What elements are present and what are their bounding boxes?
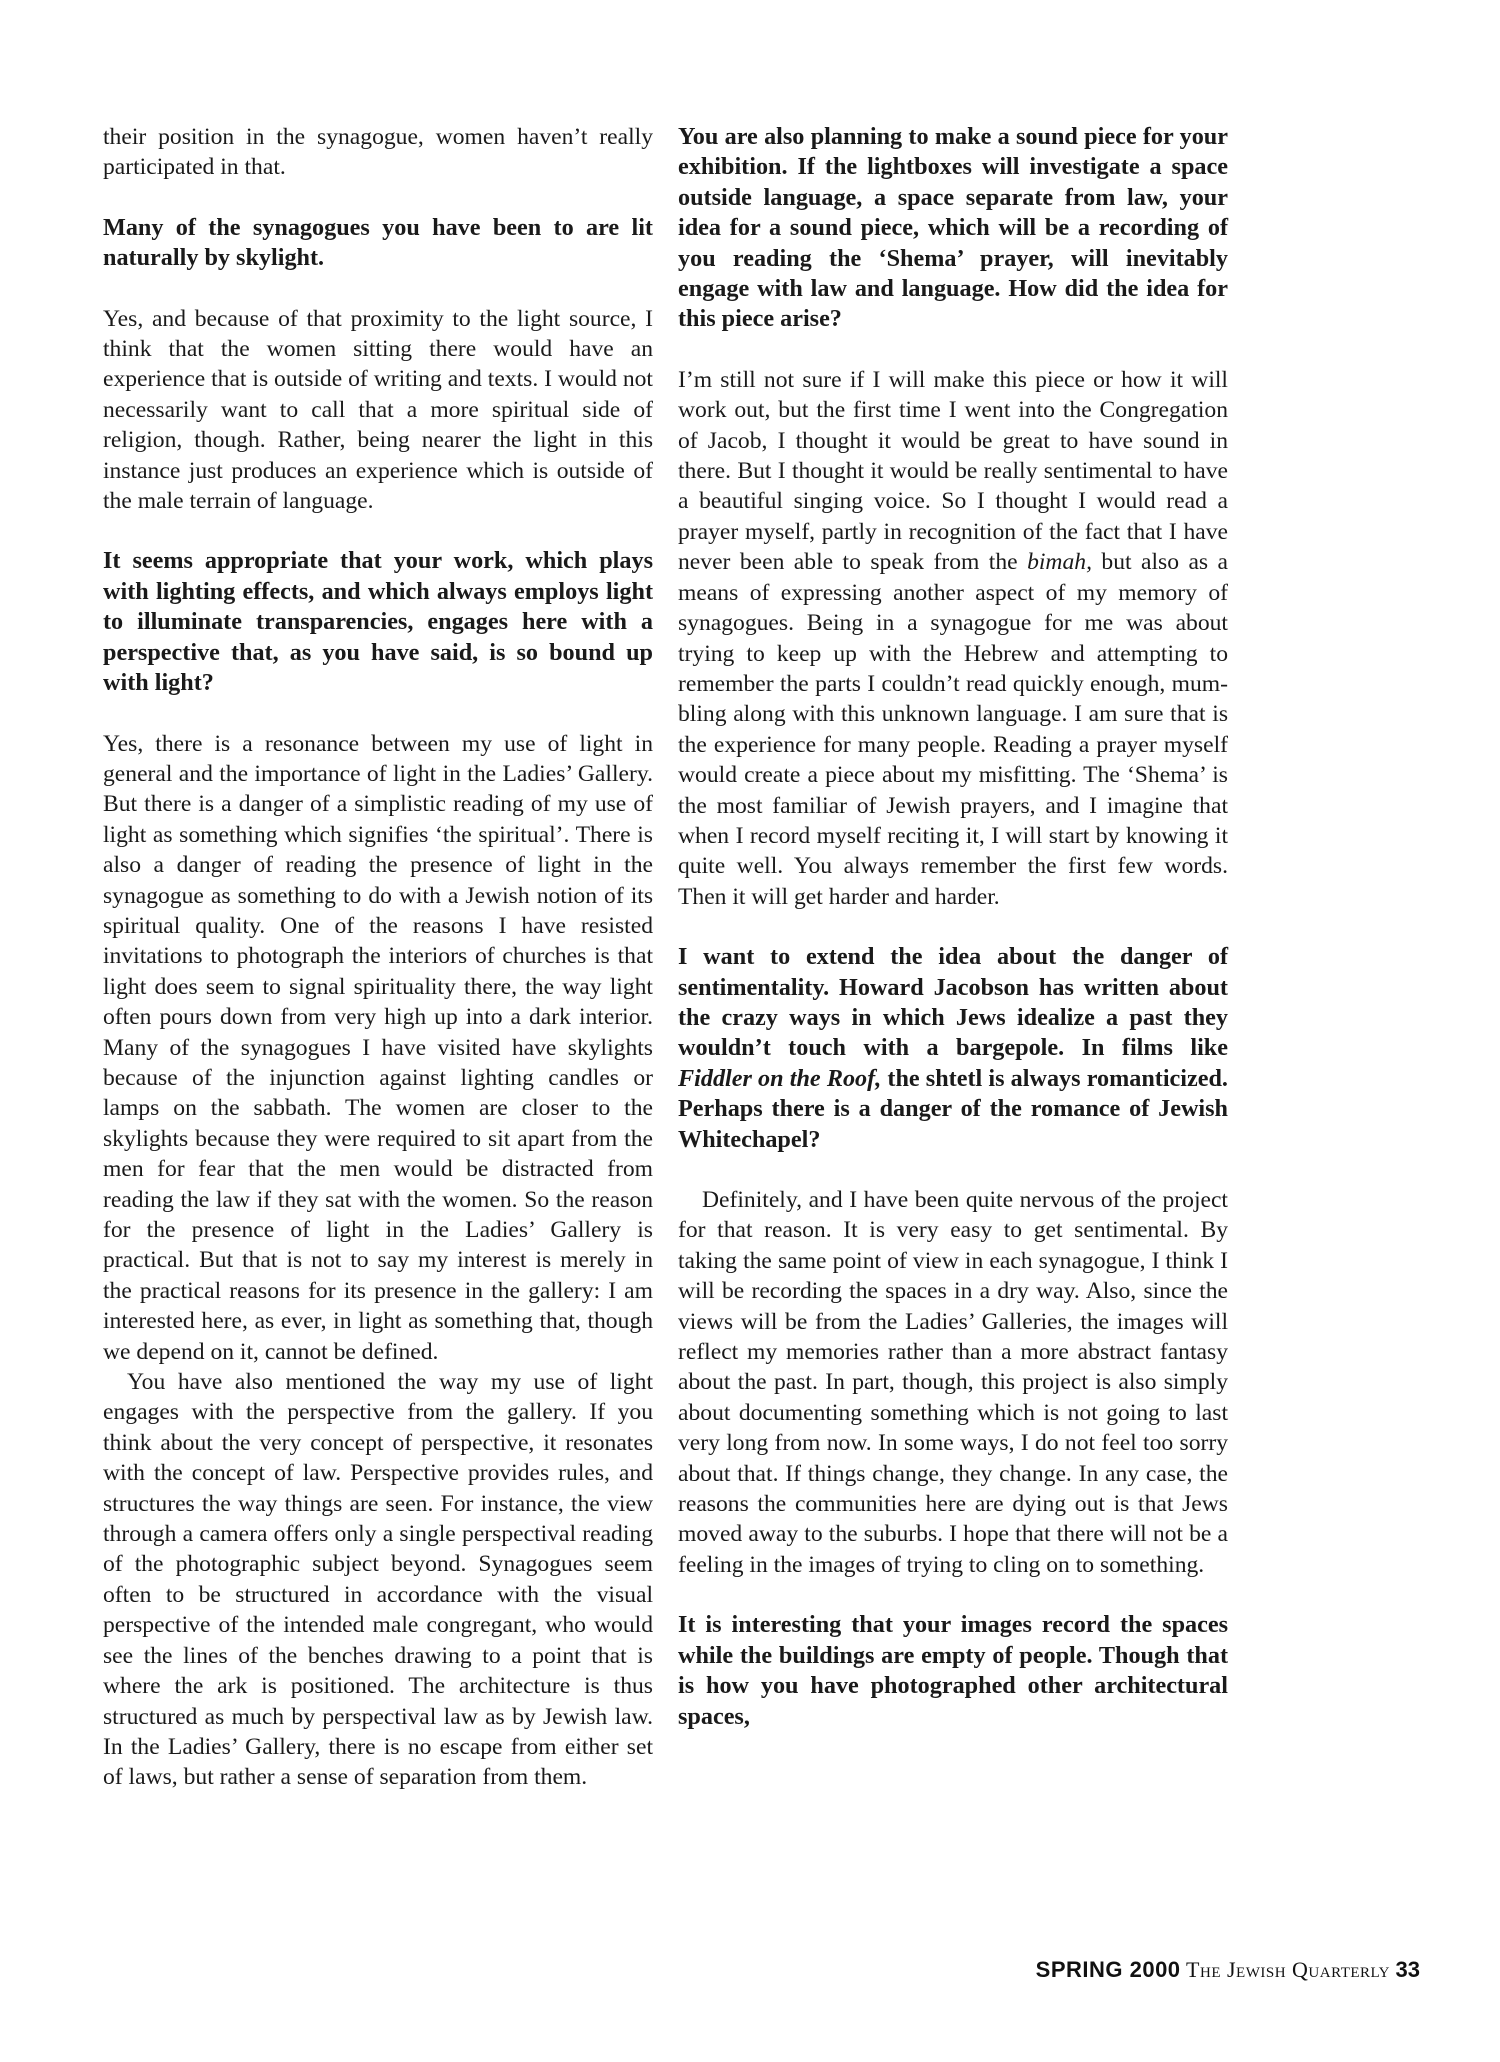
magazine-name: The Jewish Quarterly	[1186, 1957, 1391, 1982]
left-column	[103, 122, 653, 1793]
answer-paragraph	[678, 365, 1228, 912]
interview-question	[678, 942, 1228, 1155]
film-title: Fiddler on the Roof,	[678, 1064, 882, 1092]
right-column	[678, 122, 1228, 1732]
answer-paragraph: You have also mentioned the way my use of light engages with the perspective from the gallery. If you think about the very concept of perspective, it resonates with the concept of law. Perspective provides rules, and structures the way things are seen. For instance, the view through a camera offers only a single perspectival reading of the photographic subject beyond. Synagogues seem often to be structured in accordance with the visual perspective of the intended male congregant, who would see the lines of the benches drawing to a point that is where the ark is positioned. The architecture is thus structured as much by perspectival law as by Jewish law. In the Ladies’ Gallery, there is no escape from either set of laws, but rather a sense of separation from them.	[103, 1369, 653, 1791]
page-footer	[1036, 1957, 1420, 1983]
question-text: the shtetl is always romanticized. Perhaps there is a danger of the romance of Jewish Whitechapel?	[678, 1064, 1228, 1153]
interview-question: You are also planning to make a sound piece for your exhibition. If the lightboxes will investigate a space outside language, a space separate from law, your idea for a sound piece, which will be a recording of you reading the ‘Shema’ prayer, will inevitably engage with law and language. How did the idea for this piece arise?	[678, 123, 1228, 333]
issue-season: SPRING 2000	[1035, 1957, 1181, 1982]
answer-italic-term: bimah,	[1027, 549, 1092, 576]
question-text: I want to extend the idea about the danger of sentimentality. Howard Jacobson has written about the crazy ways in which Jews idealize a past they wouldn’t touch with a bargepole. In films like	[678, 943, 1228, 1062]
answer-paragraph: Yes, there is a resonance between my use of light in general and the importance of light in the Ladies’ Gallery. But there is a danger of a simplistic reading of my use of light as something which signifies ‘the spiritual’. There is also a danger of reading the presence of light in the synagogue as something to do with a Jewish notion of its spiritual quality. One of the reasons I have resisted invitations to photograph the interiors of churches is that light does seem to signal spirituality there, the way light often pours down from very high up into a dark interior. Many of the synagogues I have visited have skylights because of the injunction against lighting candles or lamps on the sabbath. The women are closer to the skylights because they were required to sit apart from the men for fear that the men would be distracted from reading the law if they sat with the women. So the reason for the presence of light in the Ladies’ Gallery is practical. But that is not to say my interest is merely in the practical reasons for its presence in the gallery: I am interested here, as ever, in light as something that, though we depend on it, cannot be defined.	[103, 730, 653, 1365]
answer-text: but also as a means of expressing another aspect of my memory of synagogues. Being in a synagogue for me was about trying to keep up with the Hebrew and attempting to remember the parts I couldn’t read quickly enough, mumbling along with this unknown language. I am sure that is the experience for many people. Reading a prayer myself would create a piece about my misfitting. The ‘Shema’ is the most familiar of Jewish prayers, and I imagine that when I record myself reciting it, I will start by knowing it quite well. You always remember the first few words. Then it will get harder and harder.	[678, 549, 1229, 910]
interview-question: It seems appropriate that your work, which plays with lighting effects, and which always employs light to illuminate transparencies, engages here with a perspective that, as you have said, is so bound up with light?	[103, 547, 653, 697]
interview-question: It is interesting that your images record the spaces while the buildings are empty of people. Though that is how you have photographed other architectural spaces,	[678, 1611, 1228, 1730]
answer-paragraph: Yes, and because of that proximity to the light source, I think that the women sitting there would have an experience that is outside of writing and texts. I would not necessarily want to call that a more spiritual side of religion, though. Rather, being nearer the light in this instance just produces an experience which is outside of the male terrain of language.	[103, 305, 653, 515]
answer-paragraph: Definitely, and I have been quite nervous of the project for that reason. It is very easy to get sentimental. By taking the same point of view in each synagogue, I think I will be recording the spaces in a dry way. Also, since the views will be from the Ladies’ Galleries, the images will reflect my memories rather than a more abstract fantasy about the past. In part, though, this project is also simply about documenting something which is not going to last very long from now. In some ways, I do not feel too sorry about that. If things change, they change. In any case, the reasons the communities here are dying out is that Jews moved away to the suburbs. I hope that there will not be a feeling in the images of trying to cling on to something.	[678, 1187, 1228, 1578]
answer-text: I’m still not sure if I will make this piece or how it will work out, but the first time I went into the Congregation of Jacob, I thought it would be great to have sound in there. But I thought it would be really sentimental to have a beautiful singing voice. So I thought I would read a prayer myself, partly in recognition of the fact that I have never been able to speak from the	[678, 366, 1228, 576]
page-number: 33	[1395, 1957, 1420, 1982]
interview-question: Many of the synagogues you have been to are lit naturally by skylight.	[103, 213, 653, 272]
answer-paragraph: their position in the synagogue, women haven’t really participated in that.	[103, 124, 653, 181]
